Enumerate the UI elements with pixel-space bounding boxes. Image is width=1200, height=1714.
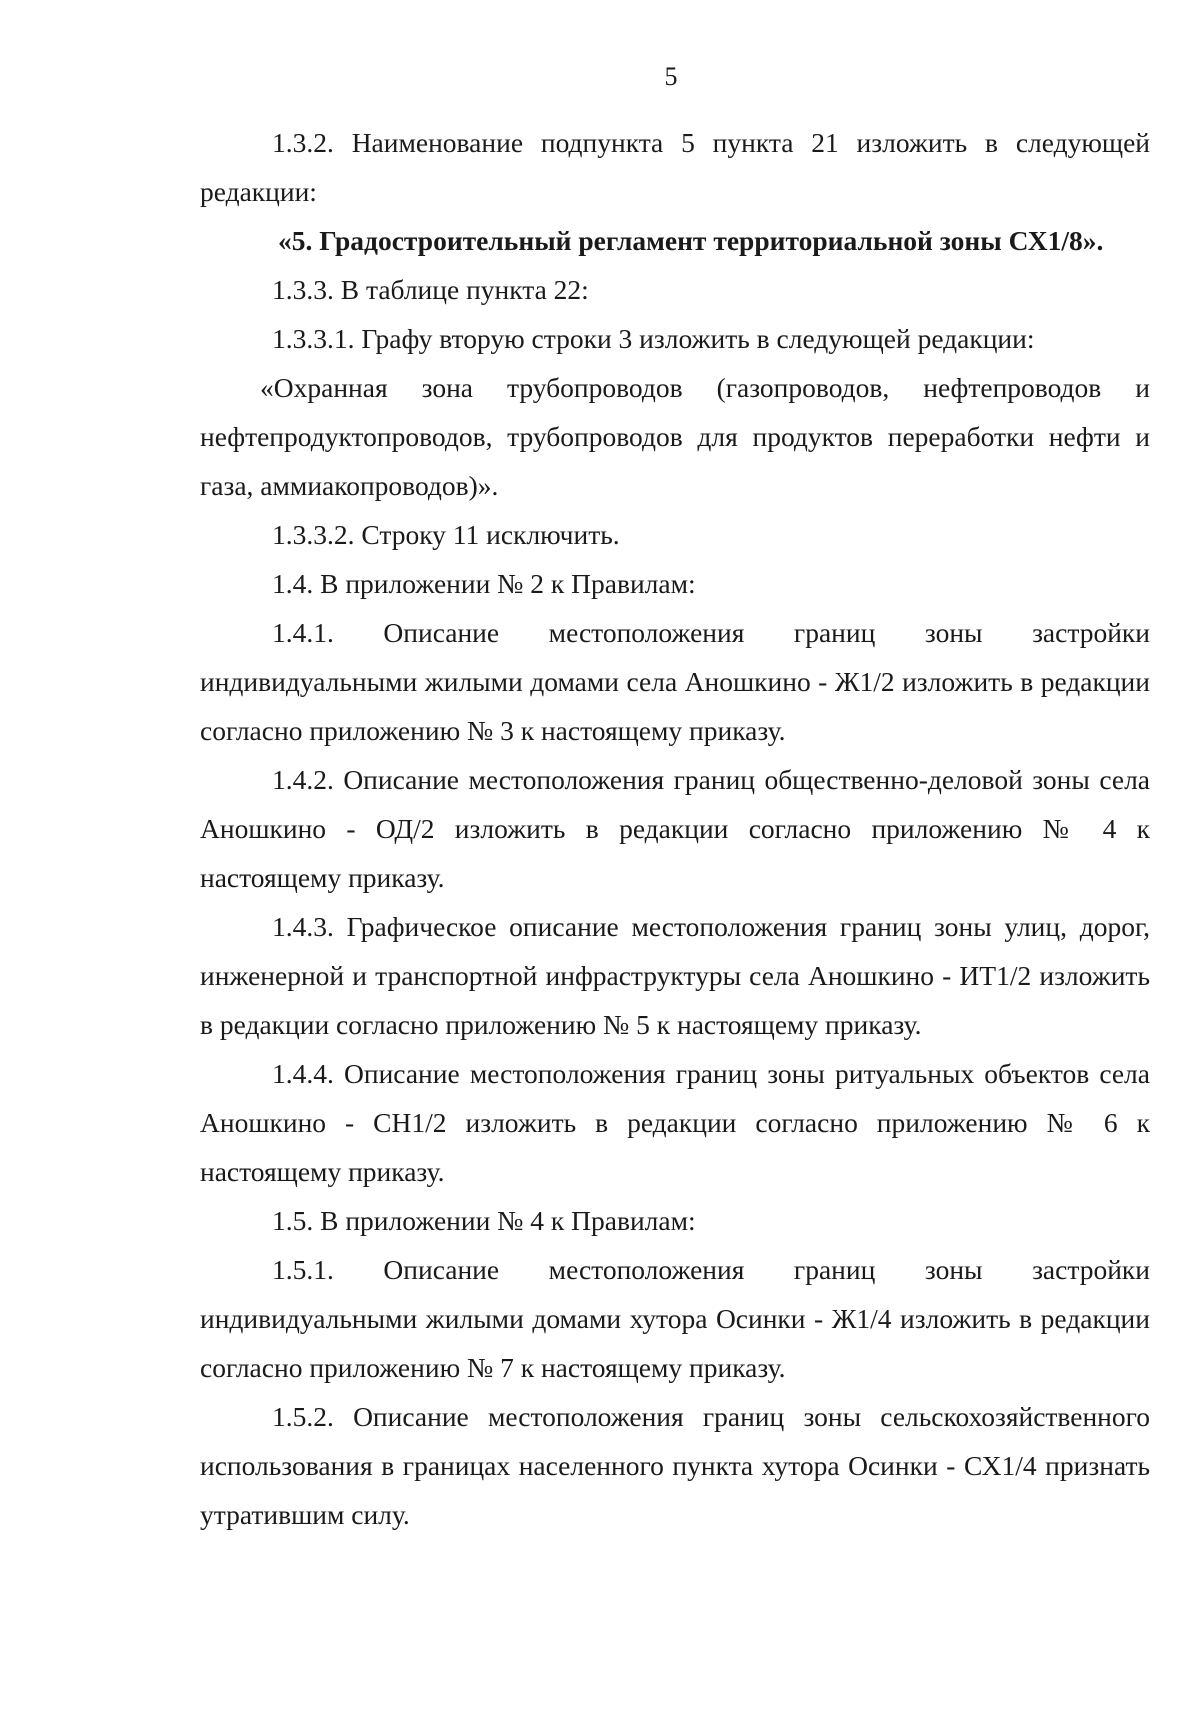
paragraph-1-5-2: 1.5.2. Описание местоположения границ зоны сельскохозяйственного использования в границах населенного пункта хутора Осинки - СХ1/4 признать утратившим силу. bbox=[200, 1401, 1150, 1530]
paragraph-1-4-1: 1.4.1. Описание местоположения границ зоны застройки индивидуальными жилыми домами села Аношкино - Ж1/2 изложить в редакции согласно приложению № 3 к настоящему приказу. bbox=[200, 617, 1150, 746]
paragraph-1-4-4: 1.4.4. Описание местоположения границ зоны ритуальных объектов села Аношкино - СН1/2 изложить в редакции согласно приложению № 6 к настоящему приказу. bbox=[200, 1058, 1150, 1187]
paragraph-1-3-3-1: 1.3.3.1. Графу вторую строки 3 изложить в следующей редакции: bbox=[272, 323, 1035, 354]
paragraph-regulation-heading: «5. Градостроительный регламент территориальной зоны СХ1/8». bbox=[278, 225, 1104, 256]
paragraph-1-5: 1.5. В приложении № 4 к Правилам: bbox=[272, 1205, 696, 1236]
paragraph-1-3-2: 1.3.2. Наименование подпункта 5 пункта 21 изложить в следующей редакции: bbox=[200, 127, 1150, 207]
paragraph-1-4: 1.4. В приложении № 2 к Правилам: bbox=[272, 568, 696, 599]
paragraph-1-5-1: 1.5.1. Описание местоположения границ зоны застройки индивидуальными жилыми домами хутора Осинки - Ж1/4 изложить в редакции согласно приложению № 7 к настоящему приказу. bbox=[200, 1254, 1150, 1383]
paragraph-1-4-3: 1.4.3. Графическое описание местоположения границ зоны улиц, дорог, инженерной и транспортной инфраструктуры села Аношкино - ИТ1/2 изложить в редакции согласно приложению № 5 к настоящему приказу. bbox=[200, 911, 1150, 1040]
paragraph-1-3-3-2: 1.3.3.2. Строку 11 исключить. bbox=[272, 519, 620, 550]
paragraph-1-4-2: 1.4.2. Описание местоположения границ общественно-деловой зоны села Аношкино - ОД/2 изложить в редакции согласно приложению № 4 к настоящему приказу. bbox=[200, 764, 1150, 893]
paragraph-quoted-text: «Охранная зона трубопроводов (газопроводов, нефтепроводов и нефтепродуктопроводов, трубопроводов для продуктов переработки нефти и газа, аммиакопроводов)». bbox=[200, 372, 1150, 501]
document-body bbox=[200, 118, 1150, 1539]
page-number: 5 bbox=[664, 62, 678, 91]
paragraph-1-3-3: 1.3.3. В таблице пункта 22: bbox=[272, 274, 589, 305]
